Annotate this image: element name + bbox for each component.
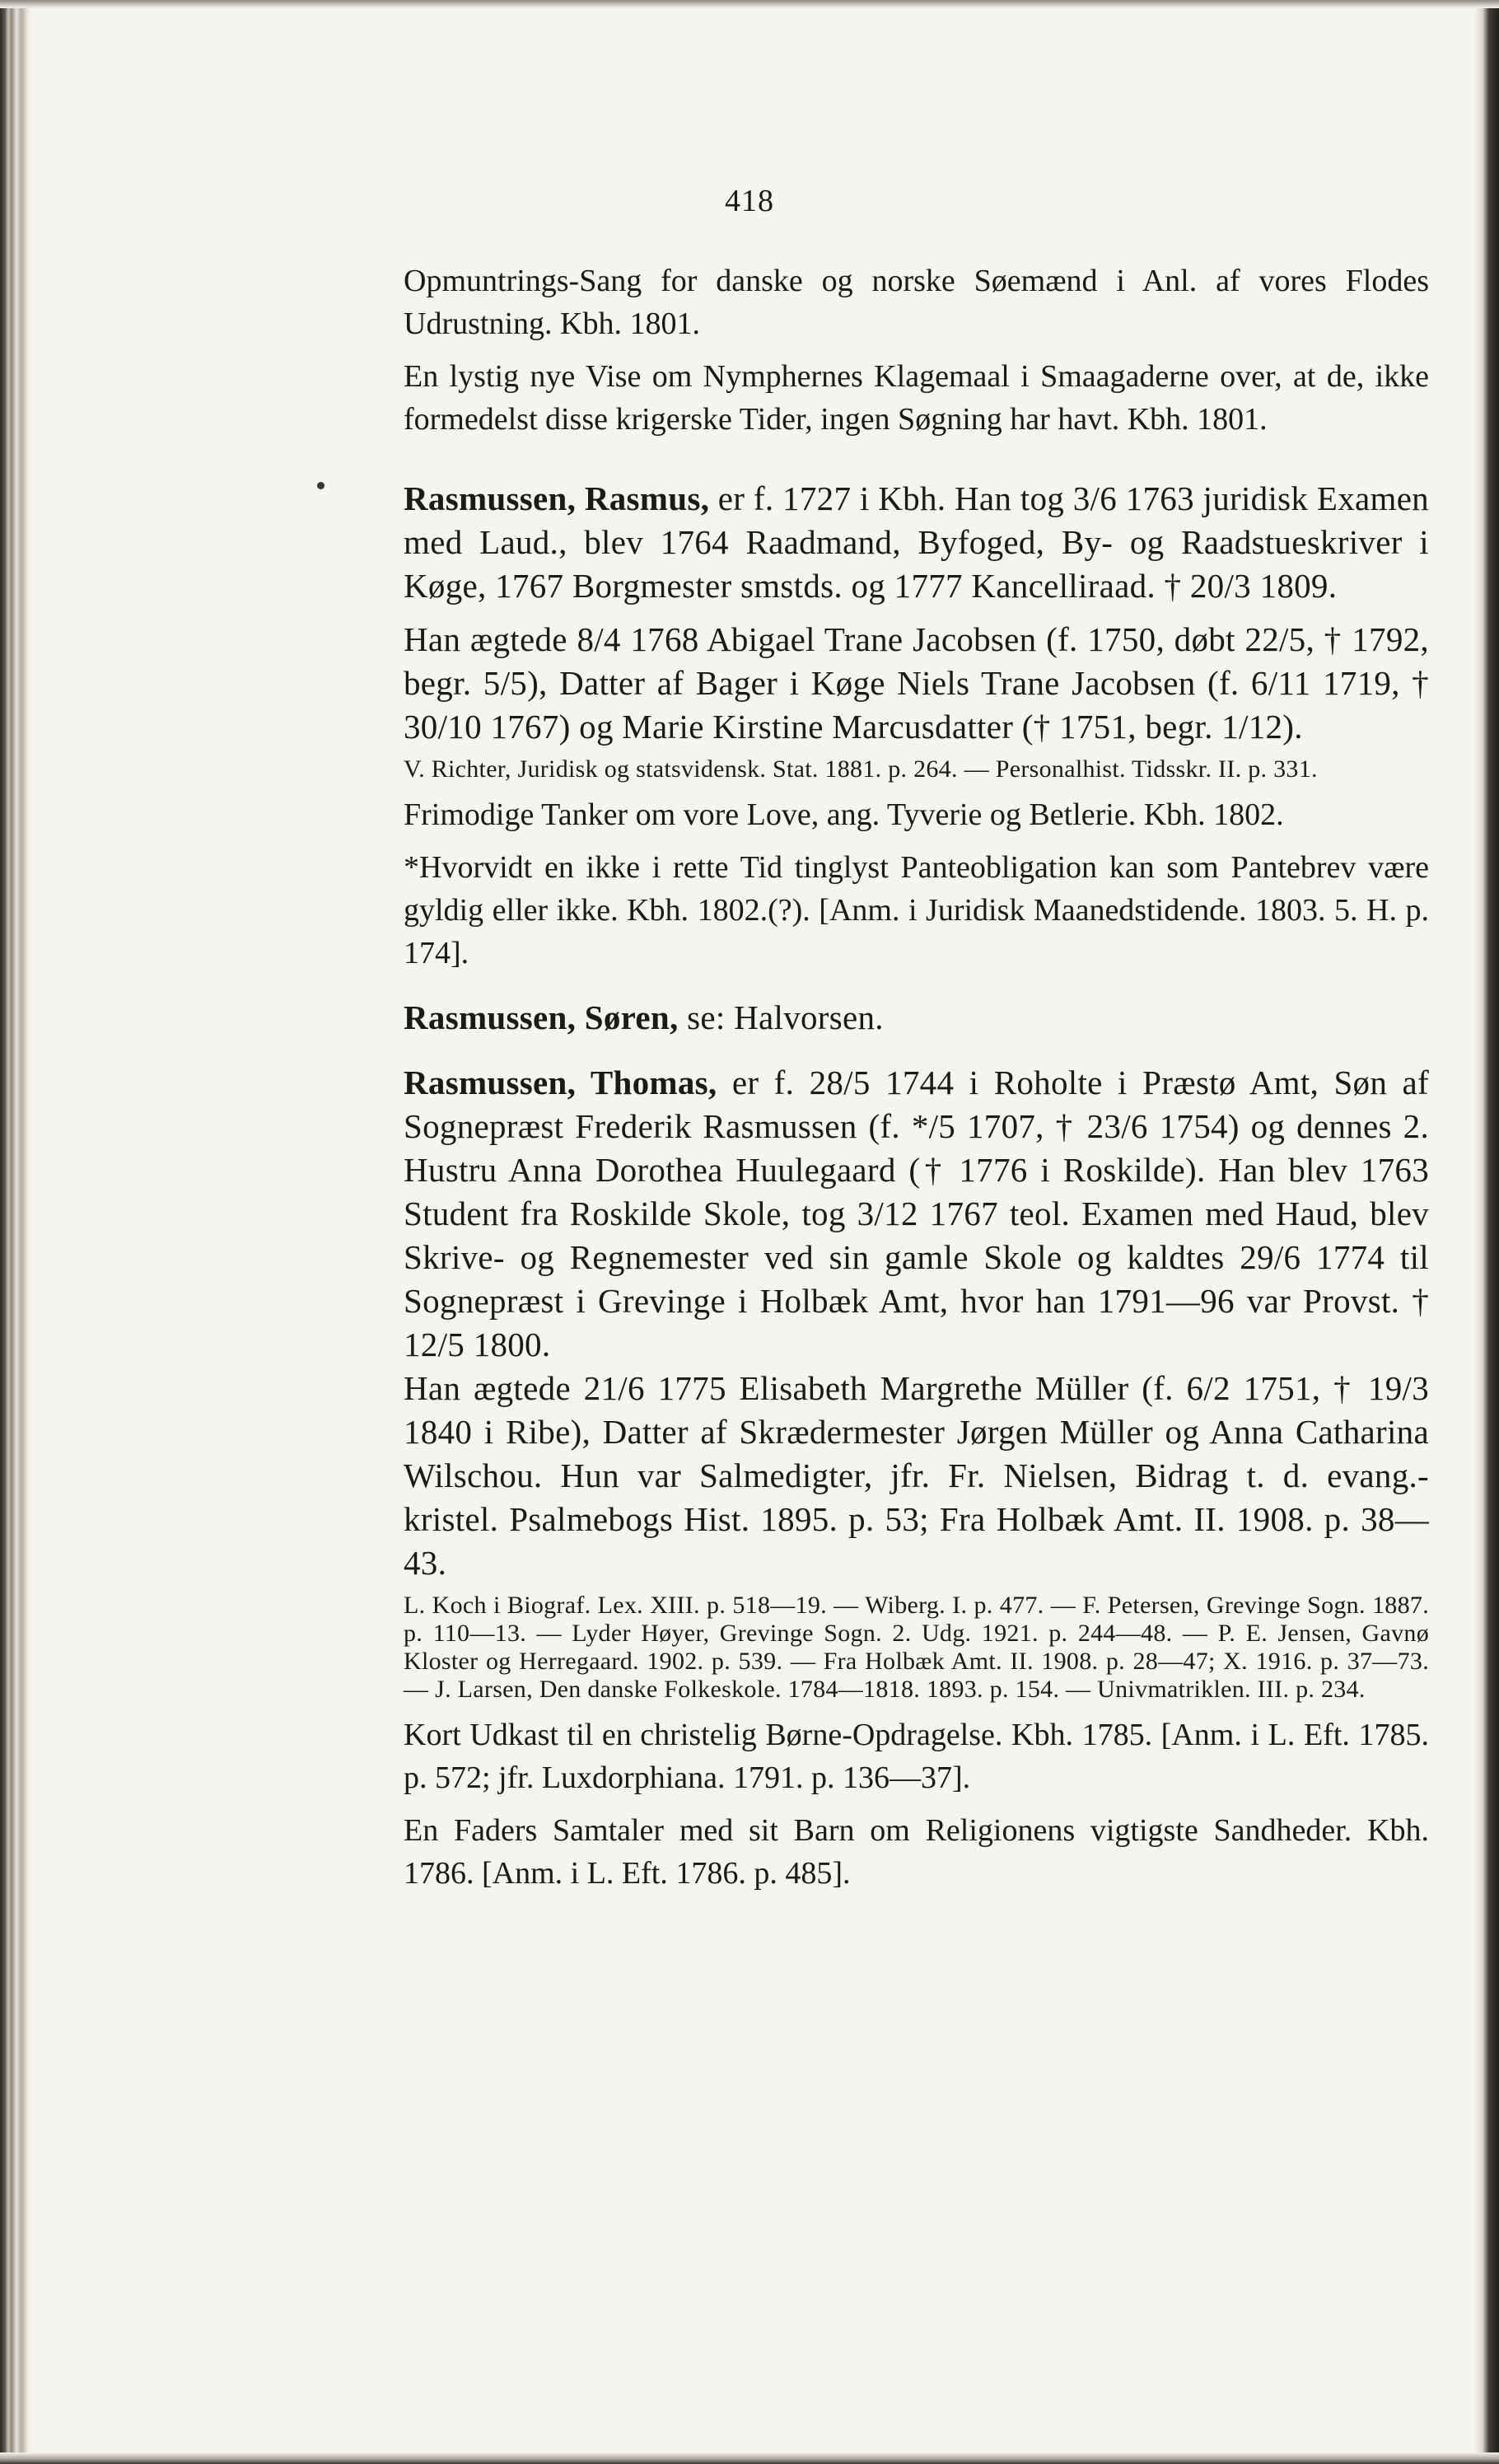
page-bottom-edge <box>0 2452 1499 2464</box>
page-top-edge <box>0 0 1499 8</box>
work-title: En Faders Samtaler med sit Barn om Religionens vigtigste Sandheder. Kbh. 1786. [Anm. i L. Eft. 1786. p. 485]. <box>404 1813 1429 1891</box>
book-spine-edge <box>0 0 33 2464</box>
entry-heading: Rasmussen, Rasmus, <box>404 479 710 517</box>
entry-text: er f. 1727 i Kbh. Han tog 3/6 1763 juridisk Examen med Laud., blev 1764 Raadmand, Byfoged, By- og Raadstueskriver i Køge, 1767 Borgmester smstds. og 1777 Kancelliraad. † 20/3 1809. <box>404 479 1429 605</box>
marriage-paragraph: Han ægtede 21/6 1775 Elisabeth Margrethe Müller (f. 6/2 1751, † 19/3 1840 i Ribe), Datter af Skrædermester Jørgen Müller og Anna Catharina Wilschou. Hun var Salmedigter, jfr. Fr. Nielsen, Bidrag t. d. evang.-kristel. Psalmebogs Hist. 1895. p. 53; Fra Holbæk Amt. II. 1908. p. 38—43. <box>404 1369 1429 1582</box>
references: L. Koch i Biograf. Lex. XIII. p. 518—19. — Wiberg. I. p. 477. — F. Petersen, Grevinge Sogn. 1887. p. 110—13. — Lyder Høyer, Grevinge Sogn. 2. Udg. 1921. p. 244—48. — P. E. Jensen, Gavnø Kloster og Herregaard. 1902. p. 539. — Fra Holbæk Amt. II. 1908. p. 28—47; X. 1916. p. 37—73. — J. Larsen, Den danske Folkeskole. 1784—1818. 1893. p. 154. — Univmatriklen. III. p. 234. <box>404 1592 1429 1703</box>
biography-entry <box>404 1061 1429 1895</box>
entry-heading: Rasmussen, Thomas, <box>404 1064 717 1101</box>
entry-paragraph <box>404 996 1429 1040</box>
entry-text: er f. 28/5 1744 i Roholte i Præstø Amt, Søn af Sognepræst Frederik Rasmussen (f. */5 1707, † 23/6 1754) og dennes 2. Hustru Anna Dorothea Huulegaard († 1776 i Roskilde). Han blev 1763 Student fra Roskilde Skole, tog 3/12 1767 teol. Examen med Haud, blev Skrive- og Regnemester ved sin gamle Skole og kaldtes 29/6 1774 til Sognepræst i Grevinge i Holbæk Amt, hvor han 1791—96 var Provst. † 12/5 1800. <box>404 1064 1429 1363</box>
marriage-paragraph: Han ægtede 8/4 1768 Abigael Trane Jacobsen (f. 1750, døbt 22/5, † 1792, begr. 5/5), Datter af Bager i Køge Niels Trane Jacobsen (f. 6/11 1719, † 30/10 1767) og Marie Kirstine Marcusdatter († 1751, begr. 1/12). <box>404 620 1429 746</box>
page-body <box>404 259 1429 1895</box>
work-title: Opmuntrings-Sang for danske og norske Søemænd i Anl. af vores Flodes Udrustning. Kbh. 1801. <box>404 264 1429 341</box>
work-title: Kort Udkast til en christelig Børne-Opdragelse. Kbh. 1785. [Anm. i L. Eft. 1785. p. 572; jfr. Luxdorphiana. 1791. p. 136—37]. <box>404 1718 1429 1795</box>
entry-heading: Rasmussen, Søren, <box>404 998 679 1036</box>
work-title: En lystig nye Vise om Nymphernes Klagemaal i Smaagaderne over, at de, ikke formedelst disse krigerske Tider, ingen Søgning har havt. Kbh. 1801. <box>404 359 1429 437</box>
entry-paragraph <box>404 477 1429 608</box>
entry-paragraph <box>404 1061 1429 1367</box>
work-title: Frimodige Tanker om vore Love, ang. Tyverie og Betlerie. Kbh. 1802. <box>404 797 1284 832</box>
references: V. Richter, Juridisk og statsvidensk. Stat. 1881. p. 264. — Personalhist. Tidsskr. II. p. 331. <box>404 755 1318 783</box>
biography-entry <box>404 477 1429 975</box>
margin-mark <box>317 482 325 489</box>
biography-entry <box>404 996 1429 1040</box>
page-right-edge <box>1474 0 1499 2464</box>
entry-text: se: Halvorsen. <box>678 998 884 1036</box>
page-number: 418 <box>725 184 774 218</box>
work-title: *Hvorvidt en ikke i rette Tid tinglyst Panteobligation kan som Pantebrev være gyldig eller ikke. Kbh. 1802.(?). [Anm. i Juridisk Maanedstidende. 1803. 5. H. p. 174]. <box>404 850 1429 970</box>
